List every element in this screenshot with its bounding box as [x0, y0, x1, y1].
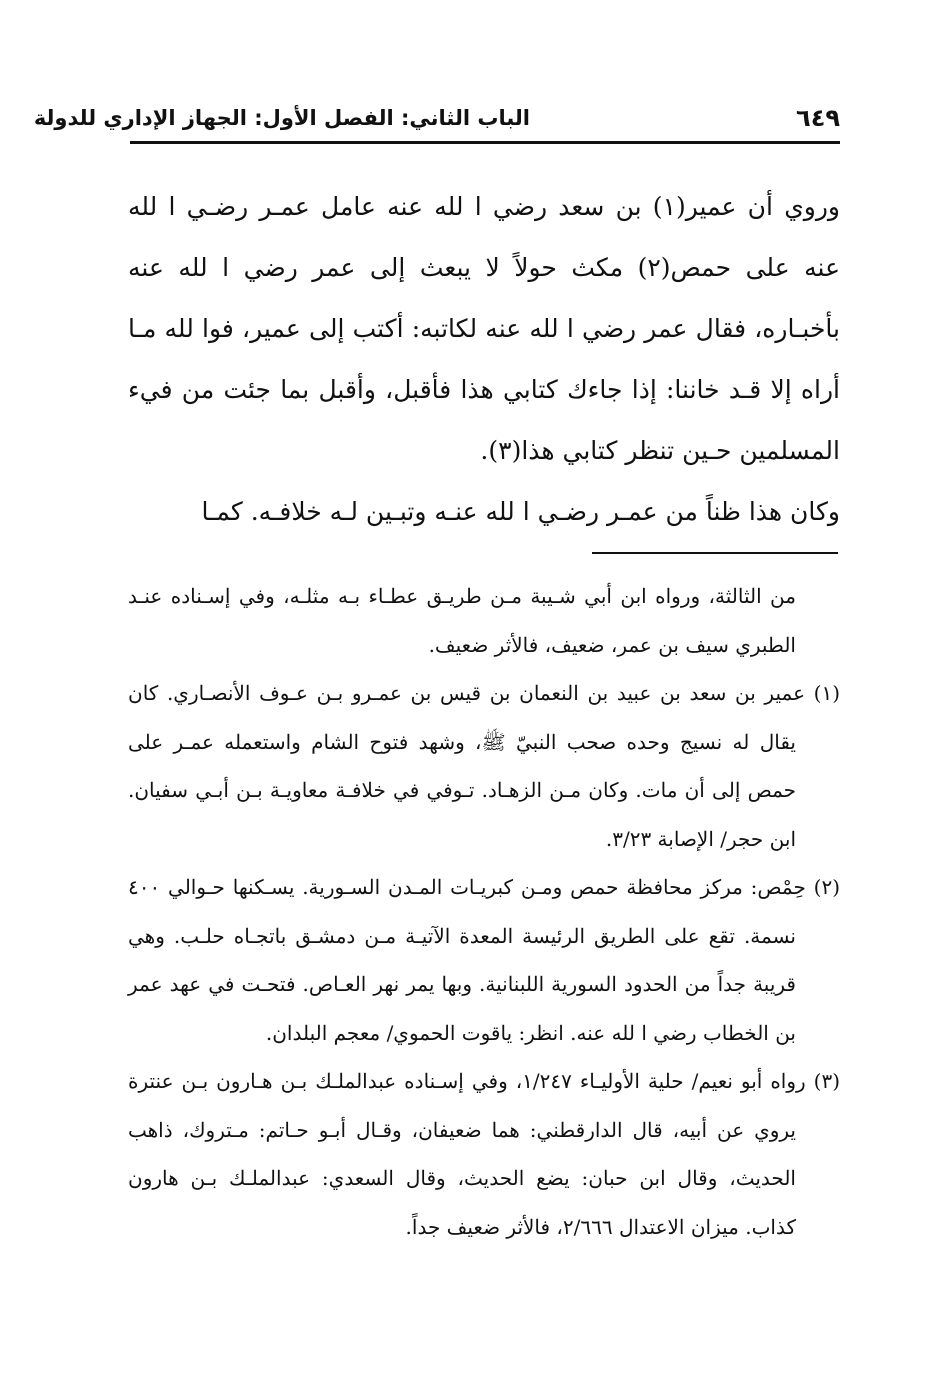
footnote-2: (٢) حِمْص: مركز محافظة حمص ومـن كبريـات المـدن السـورية. يسـكنها حـوالي ٤٠٠ نسمة. تقع على الطريق الرئيسة المعدة الآتيـة مـن دمشـق باتجـاه حلـب. وهي قريبة جداً من الحدود السورية اللبنانية. وبها يمر نهر العـاص. فتحـت في عهد عمر بن الخطاب رضي ا لله عنه. انظر: ياقوت الحموي/ معجم البلدان. [128, 875, 840, 1045]
page-number: ٦٤٩ [796, 104, 840, 132]
footnote-3: (٣) رواه أبو نعيم/ حلية الأوليـاء ١/٢٤٧، وفي إسـناده عبدالملـك بـن هـارون بـن عنترة يروي عن أبيه، قال الدارقطني: هما ضعيفان، وقـال أبـو حـاتم: مـتروك، ذاهب الحديث، وقال ابن حبان: يضع الحديث، وقال السعدي: عبدالملـك بـن هارون كذاب. ميزان الاعتدال ٢/٦٦٦، فالأثر ضعيف جداً. [128, 1069, 841, 1239]
footnotes [128, 572, 840, 1251]
body-paragraph-1: وروي أن عمير(١) بن سعد رضي ا لله عنه عامل عمـر رضـي ا لله عنه على حمص(٢) مكث حولاً لا يبعث إلى عمر رضي ا لله عنه بأخبـاره، فقال عمر رضي ا لله عنه لكاتبه: أكتب إلى عمير، فوا لله مـا أراه إلا قـد خاننا: إذا جاءك كتابي هذا فأقبل، وأقبل بما جئت من فيء المسلمين حـين تنظر كتابي هذا(٣). [128, 192, 840, 465]
body-paragraph-2: وكان هذا ظناً من عمـر رضـي ا لله عنـه وتبـين لـه خلافـه. كمـا [201, 497, 840, 526]
main-text [128, 176, 840, 542]
header-rule [130, 141, 840, 144]
chapter-title: الباب الثاني: الفصل الأول: الجهاز الإداري للدولة [33, 106, 530, 130]
running-header [33, 100, 840, 144]
footnote-1: (١) عمير بن سعد بن عبيد بن النعمان بن قيس بن عمـرو بـن عـوف الأنصـاري. كان يقال له نسيج وحده صحب النبيّ ﷺ، وشهد فتوح الشام واستعمله عمـر على حمص إلى أن مات. وكان مـن الزهـاد. تـوفي في خلافـة معاويـة بـن أبـي سفيان. ابن حجر/ الإصابة ٣/٢٣. [128, 681, 840, 851]
footnote-continuation: من الثالثة، ورواه ابن أبي شـيبة مـن طريـق عطـاء بـه مثلـه، وفي إسـناده عنـد الطبري سيف بن عمر، ضعيف، فالأثر ضعيف. [128, 584, 796, 657]
footnote-separator [592, 552, 838, 554]
